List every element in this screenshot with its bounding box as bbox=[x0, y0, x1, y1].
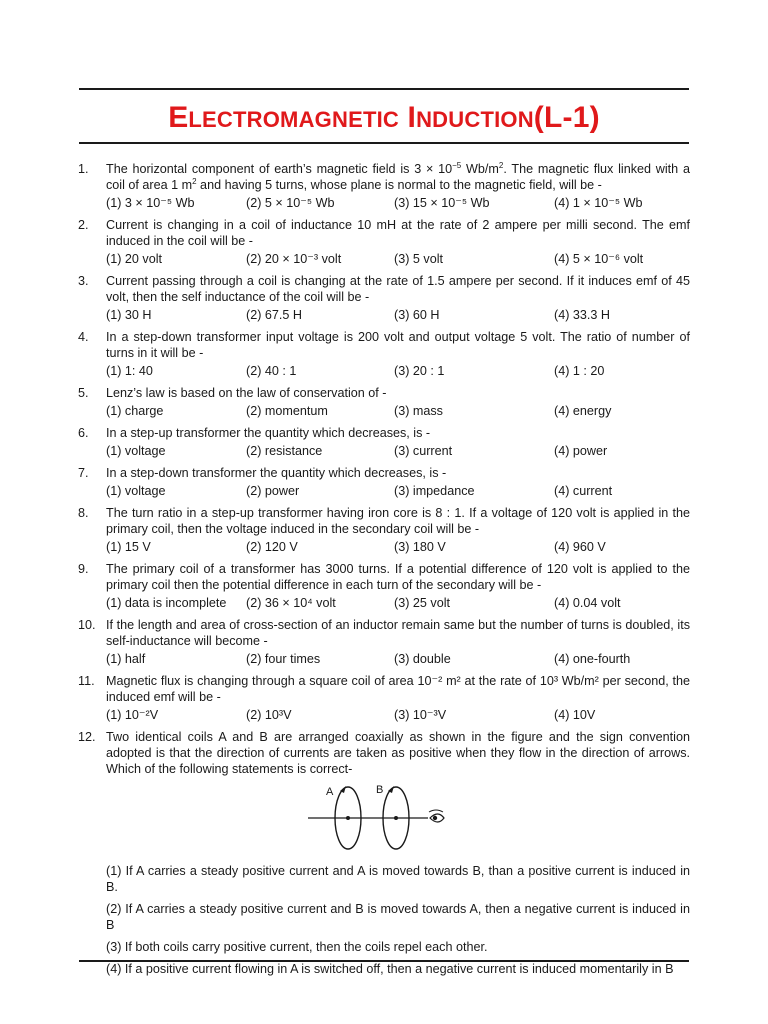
question-2 bbox=[78, 217, 690, 249]
question-number: 12. bbox=[78, 730, 96, 744]
option: (3) double bbox=[394, 652, 451, 666]
question-11 bbox=[78, 673, 690, 705]
options-row bbox=[106, 483, 690, 499]
option: (1) 15 V bbox=[106, 540, 151, 554]
option: (2) 20 × 10⁻³ volt bbox=[246, 252, 342, 266]
question-list bbox=[78, 161, 690, 983]
option: (1) half bbox=[106, 652, 146, 666]
question-text: In a step-up transformer the quantity which decreases, is - bbox=[106, 426, 431, 440]
question-number: 5. bbox=[78, 386, 89, 400]
option: (1) data is incomplete bbox=[106, 596, 227, 610]
question-number: 10. bbox=[78, 618, 96, 632]
option: (2) If A carries a steady positive current and B is moved towards A, then a negative current is induced in B bbox=[106, 902, 690, 932]
option: (1) charge bbox=[106, 404, 164, 418]
options-row bbox=[106, 363, 690, 379]
option: (4) 1 × 10⁻⁵ Wb bbox=[554, 196, 643, 210]
question-text: In a step-down transformer the quantity which decreases, is - bbox=[106, 466, 447, 480]
question-text: Current passing through a coil is changing at the rate of 1.5 ampere per second. If it induces emf of 45 volt, then the self inductance of the coil will be - bbox=[106, 274, 690, 304]
option: (1) voltage bbox=[106, 444, 166, 458]
option: (4) one-fourth bbox=[554, 652, 631, 666]
question-number: 11. bbox=[78, 674, 95, 688]
question-4 bbox=[78, 329, 690, 361]
option: (3) 15 × 10⁻⁵ Wb bbox=[394, 196, 490, 210]
question-5 bbox=[78, 385, 690, 401]
option: (4) 5 × 10⁻⁶ volt bbox=[554, 252, 644, 266]
question-number: 1. bbox=[78, 162, 89, 176]
option: (1) 20 volt bbox=[106, 252, 162, 266]
option: (1) If A carries a steady positive current and A is moved towards B, than a positive current is induced in B. bbox=[106, 864, 690, 894]
question-text: In a step-down transformer input voltage is 200 volt and output voltage 5 volt. The ratio of number of turns in it will be - bbox=[106, 330, 690, 360]
question-6 bbox=[78, 425, 690, 441]
question-number: 9. bbox=[78, 562, 89, 576]
page-title: ELECTROMAGNETIC INDUCTION(L-1) bbox=[168, 101, 600, 134]
option: (2) 120 V bbox=[246, 540, 298, 554]
question-number: 6. bbox=[78, 426, 89, 440]
option: (2) 5 × 10⁻⁵ Wb bbox=[246, 196, 335, 210]
option: (2) resistance bbox=[246, 444, 323, 458]
options-row bbox=[106, 539, 690, 555]
option: (1) 10⁻²V bbox=[106, 708, 159, 722]
question-number: 2. bbox=[78, 218, 89, 232]
option: (3) If both coils carry positive current, then the coils repel each other. bbox=[106, 940, 488, 954]
question-text: Lenz’s law is based on the law of conservation of - bbox=[106, 386, 387, 400]
question-10 bbox=[78, 617, 690, 649]
options-row bbox=[106, 707, 690, 723]
coils-diagram bbox=[78, 783, 690, 853]
option: (2) power bbox=[246, 484, 300, 498]
option: (4) power bbox=[554, 444, 608, 458]
question-number: 4. bbox=[78, 330, 89, 344]
option: (4) 1 : 20 bbox=[554, 364, 605, 378]
question-text: The turn ratio in a step-up transformer having iron core is 8 : 1. If a voltage of 120 volt is applied in the primary coil, then the voltage induced in the secondary coil will be - bbox=[106, 506, 690, 536]
option: (4) If a positive current flowing in A is switched off, then a negative current is induced momentarily in B bbox=[106, 962, 674, 976]
options-row bbox=[106, 307, 690, 323]
option: (3) current bbox=[394, 444, 453, 458]
label-b: B bbox=[376, 784, 384, 796]
question-number: 8. bbox=[78, 506, 89, 520]
options-row bbox=[106, 443, 690, 459]
option: (1) voltage bbox=[106, 484, 166, 498]
option: (3) impedance bbox=[394, 484, 475, 498]
options-row bbox=[106, 403, 690, 419]
option: (2) 67.5 H bbox=[246, 308, 302, 322]
question-3 bbox=[78, 273, 690, 305]
question-text: The primary coil of a transformer has 3000 turns. If a potential difference of 120 volt is applied to the primary coil then the potential difference in each turn of the secondary will be - bbox=[106, 562, 690, 592]
question-text: Current is changing in a coil of inductance 10 mH at the rate of 2 ampere per milli second. The emf induced in the coil will be - bbox=[106, 218, 690, 248]
option: (3) 60 H bbox=[394, 308, 440, 322]
option: (2) 36 × 10⁴ volt bbox=[246, 596, 336, 610]
option: (3) mass bbox=[394, 404, 443, 418]
question-9 bbox=[78, 561, 690, 593]
option: (4) 0.04 volt bbox=[554, 596, 621, 610]
option: (3) 10⁻³V bbox=[394, 708, 447, 722]
options-row bbox=[106, 251, 690, 267]
options-row bbox=[106, 595, 690, 611]
option: (3) 25 volt bbox=[394, 596, 450, 610]
options-row bbox=[106, 651, 690, 667]
bottom-rule bbox=[79, 960, 689, 962]
question-number: 3. bbox=[78, 274, 89, 288]
option: (4) 10V bbox=[554, 708, 596, 722]
option: (2) 40 : 1 bbox=[246, 364, 297, 378]
question-12 bbox=[78, 729, 690, 777]
coils-figure bbox=[78, 783, 690, 853]
question-text: Magnetic flux is changing through a square coil of area 10⁻² m² at the rate of 10³ Wb/m² per second, the induced emf will be - bbox=[106, 674, 690, 704]
option: (4) energy bbox=[554, 404, 612, 418]
option: (1) 3 × 10⁻⁵ Wb bbox=[106, 196, 195, 210]
option: (1) 1: 40 bbox=[106, 364, 153, 378]
option: (4) 960 V bbox=[554, 540, 606, 554]
options-row bbox=[106, 195, 690, 211]
option: (1) 30 H bbox=[106, 308, 152, 322]
question-number: 7. bbox=[78, 466, 89, 480]
question-1 bbox=[78, 161, 690, 193]
eye-icon bbox=[429, 810, 444, 822]
option: (2) 10³V bbox=[246, 708, 292, 722]
title-underline bbox=[79, 142, 689, 144]
question-8 bbox=[78, 505, 690, 537]
question-text: The horizontal component of earth’s magnetic field is $3 \times 10^{-5}$ $Wb/m^2$. The magnetic flux linked with a coil of area 1 $m^2$ and having 5 turns, whose plane is normal to the magnetic field, will be - bbox=[106, 160, 690, 192]
question-text: If the length and area of cross-section of an inductor remain same but the number of turns is doubled, its self-inductance will become - bbox=[106, 618, 690, 648]
option: (4) 33.3 H bbox=[554, 308, 610, 322]
option: (3) 5 volt bbox=[394, 252, 443, 266]
option: (4) current bbox=[554, 484, 613, 498]
question-text: Two identical coils A and B are arranged coaxially as shown in the figure and the sign convention adopted is that the direction of currents are taken as positive when they flow in the direction of arrows. Which of the following statements is correct- bbox=[106, 730, 690, 776]
question-7 bbox=[78, 465, 690, 481]
label-a: A bbox=[326, 786, 334, 798]
top-rule bbox=[79, 88, 689, 90]
coil-b-center bbox=[394, 816, 398, 820]
option: (2) momentum bbox=[246, 404, 328, 418]
option: (3) 180 V bbox=[394, 540, 446, 554]
coil-a-center bbox=[346, 816, 350, 820]
option: (2) four times bbox=[246, 652, 321, 666]
option: (3) 20 : 1 bbox=[394, 364, 445, 378]
